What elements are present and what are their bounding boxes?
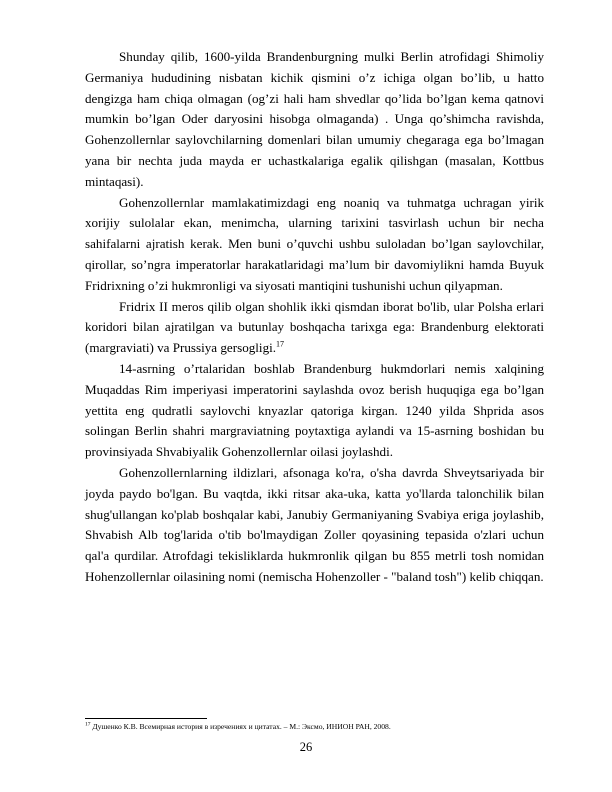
- page-number: 26: [299, 740, 313, 754]
- body-text: [85, 47, 544, 588]
- paragraph-3: [85, 297, 544, 359]
- footnote-number: 17: [85, 721, 91, 728]
- paragraph-3-text: Fridrix II meros qilib olgan shohlik ikki qismdan iborat bo'lib, ular Polsha erlari koridori bilan ajratilgan va butunlay boshqacha tarixga ega: Brandenburg elektorati (margraviati) va Prussiya gersogligi.: [85, 298, 544, 356]
- paragraph-4: 14-asrning o’rtalaridan boshlab Brandenburg hukmdorlari nemis xalqining Muqaddas Rim imperiyasi imperatorini saylashda ovoz berish huquqiga ega bo’lgan yettita eng qudratli saylovchi knyazlar qatoriga kirgan. 1240 yilda Shprida asos solingan Berlin shahri margraviatning poytaxtiga aylandi va 15-asrning boshidan bu provinsiyada Shvabiyalik Gohenzollernlar oilasi joylashdi.: [85, 360, 544, 460]
- footnote-reference[interactable]: 17: [276, 339, 285, 349]
- paragraph-1: Shunday qilib, 1600-yilda Brandenburgning mulki Berlin atrofidagi Shimoliy Germaniya hududining nisbatan kichik qismini o’z ichiga olgan bo’lib, u hatto dengizga ham chiqa olmagan (og’zi hali ham shvedlar qo’lida bo’lgan kema qatnovi mumkin bo’lgan Oder daryosini hisobga olmaganda) . Unga qo’shimcha ravishda, Gohenzollernlar saylovchilarning domenlari bilan umumiy chegaraga ega bo’lmagan yana bir nechta juda mayda er uchastkalariga egalik qilishgan (masalan, Kottbus mintaqasi).: [85, 49, 544, 189]
- paragraph-5: Gohenzollernlarning ildizlari, afsonaga ko'ra, o'sha davrda Shveytsariyada bir joyda paydo bo'lgan. Bu vaqtda, ikki ritsar aka-uka, katta yo'llarda talonchilik bilan shug'ullangan ko'plab boshqalar kabi, Janubiy Germaniyaning Svabiya eriga joylashib, Shvabish Alb tog'larida o'tib bo'lmaydigan Zoller qoyasining tepasida o'zlari uchun qal'a qurdilar. Atrofdagi tekisliklarda hukmronlik qilgan bu 855 metrli tosh nomidan Hohenzollernlar oilasining nomi (nemischa Hohenzoller - "baland tosh") kelib chiqqan.: [85, 464, 544, 584]
- paragraph-2: Gohenzollernlar mamlakatimizdagi eng noaniq va tuhmatga uchragan yirik xorijiy sulolalar ekan, menimcha, ularning tarixini tasvirlash uchun bir necha sahifalarni ajratish kerak. Men buni o’quvchi ushbu suloladan bo’lgan saylovchilar, qirollar, so’ngra imperatorlar harakatlaridagi ma’lum bir davomiylikni hamda Buyuk Fridrixning o’zi hukmronligi va siyosati mantiqini tushunishi uchun qilyapman.: [85, 194, 544, 293]
- footnote: [85, 722, 544, 732]
- footnote-divider: [85, 718, 207, 719]
- footnote-text: Душенко К.В. Всемирная история в изречениях и цитатах. – М.: Эксмо, ИНИОН РАН, 2008.: [92, 722, 391, 731]
